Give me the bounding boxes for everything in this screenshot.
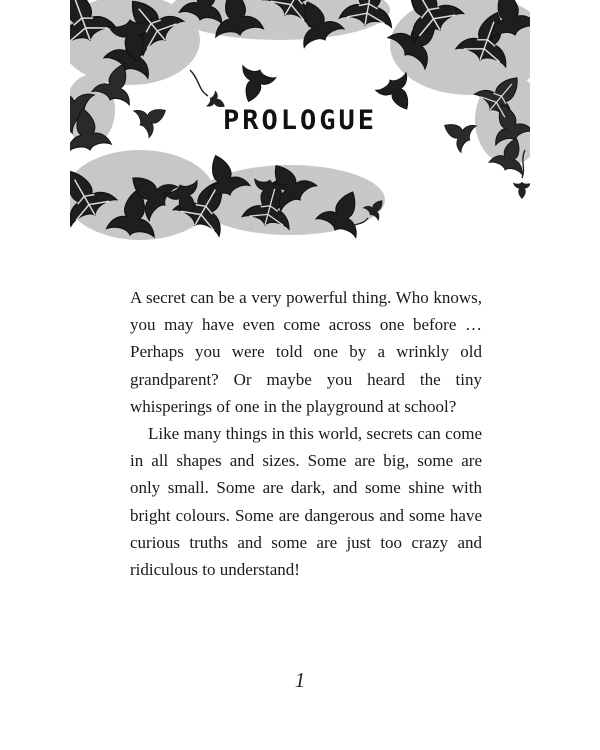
chapter-title: PROLOGUE xyxy=(222,105,378,136)
page-number: 1 xyxy=(294,668,306,692)
paragraph: A secret can be a very powerful thing. Who knows, you may have even come across one before … Perhaps you were told one by a wrinkly old grandparent? Or maybe you heard the tiny whisperings of one in the playground at school? xyxy=(130,288,482,416)
paragraph: Like many things in this world, secrets can come in all shapes and sizes. Some are big, some are only small. Some are dark, and some shine with bright colours. Some are dangerous and some have curious truths and some are just too crazy and ridiculous to understand! xyxy=(130,424,482,580)
chapter-body xyxy=(130,284,482,583)
